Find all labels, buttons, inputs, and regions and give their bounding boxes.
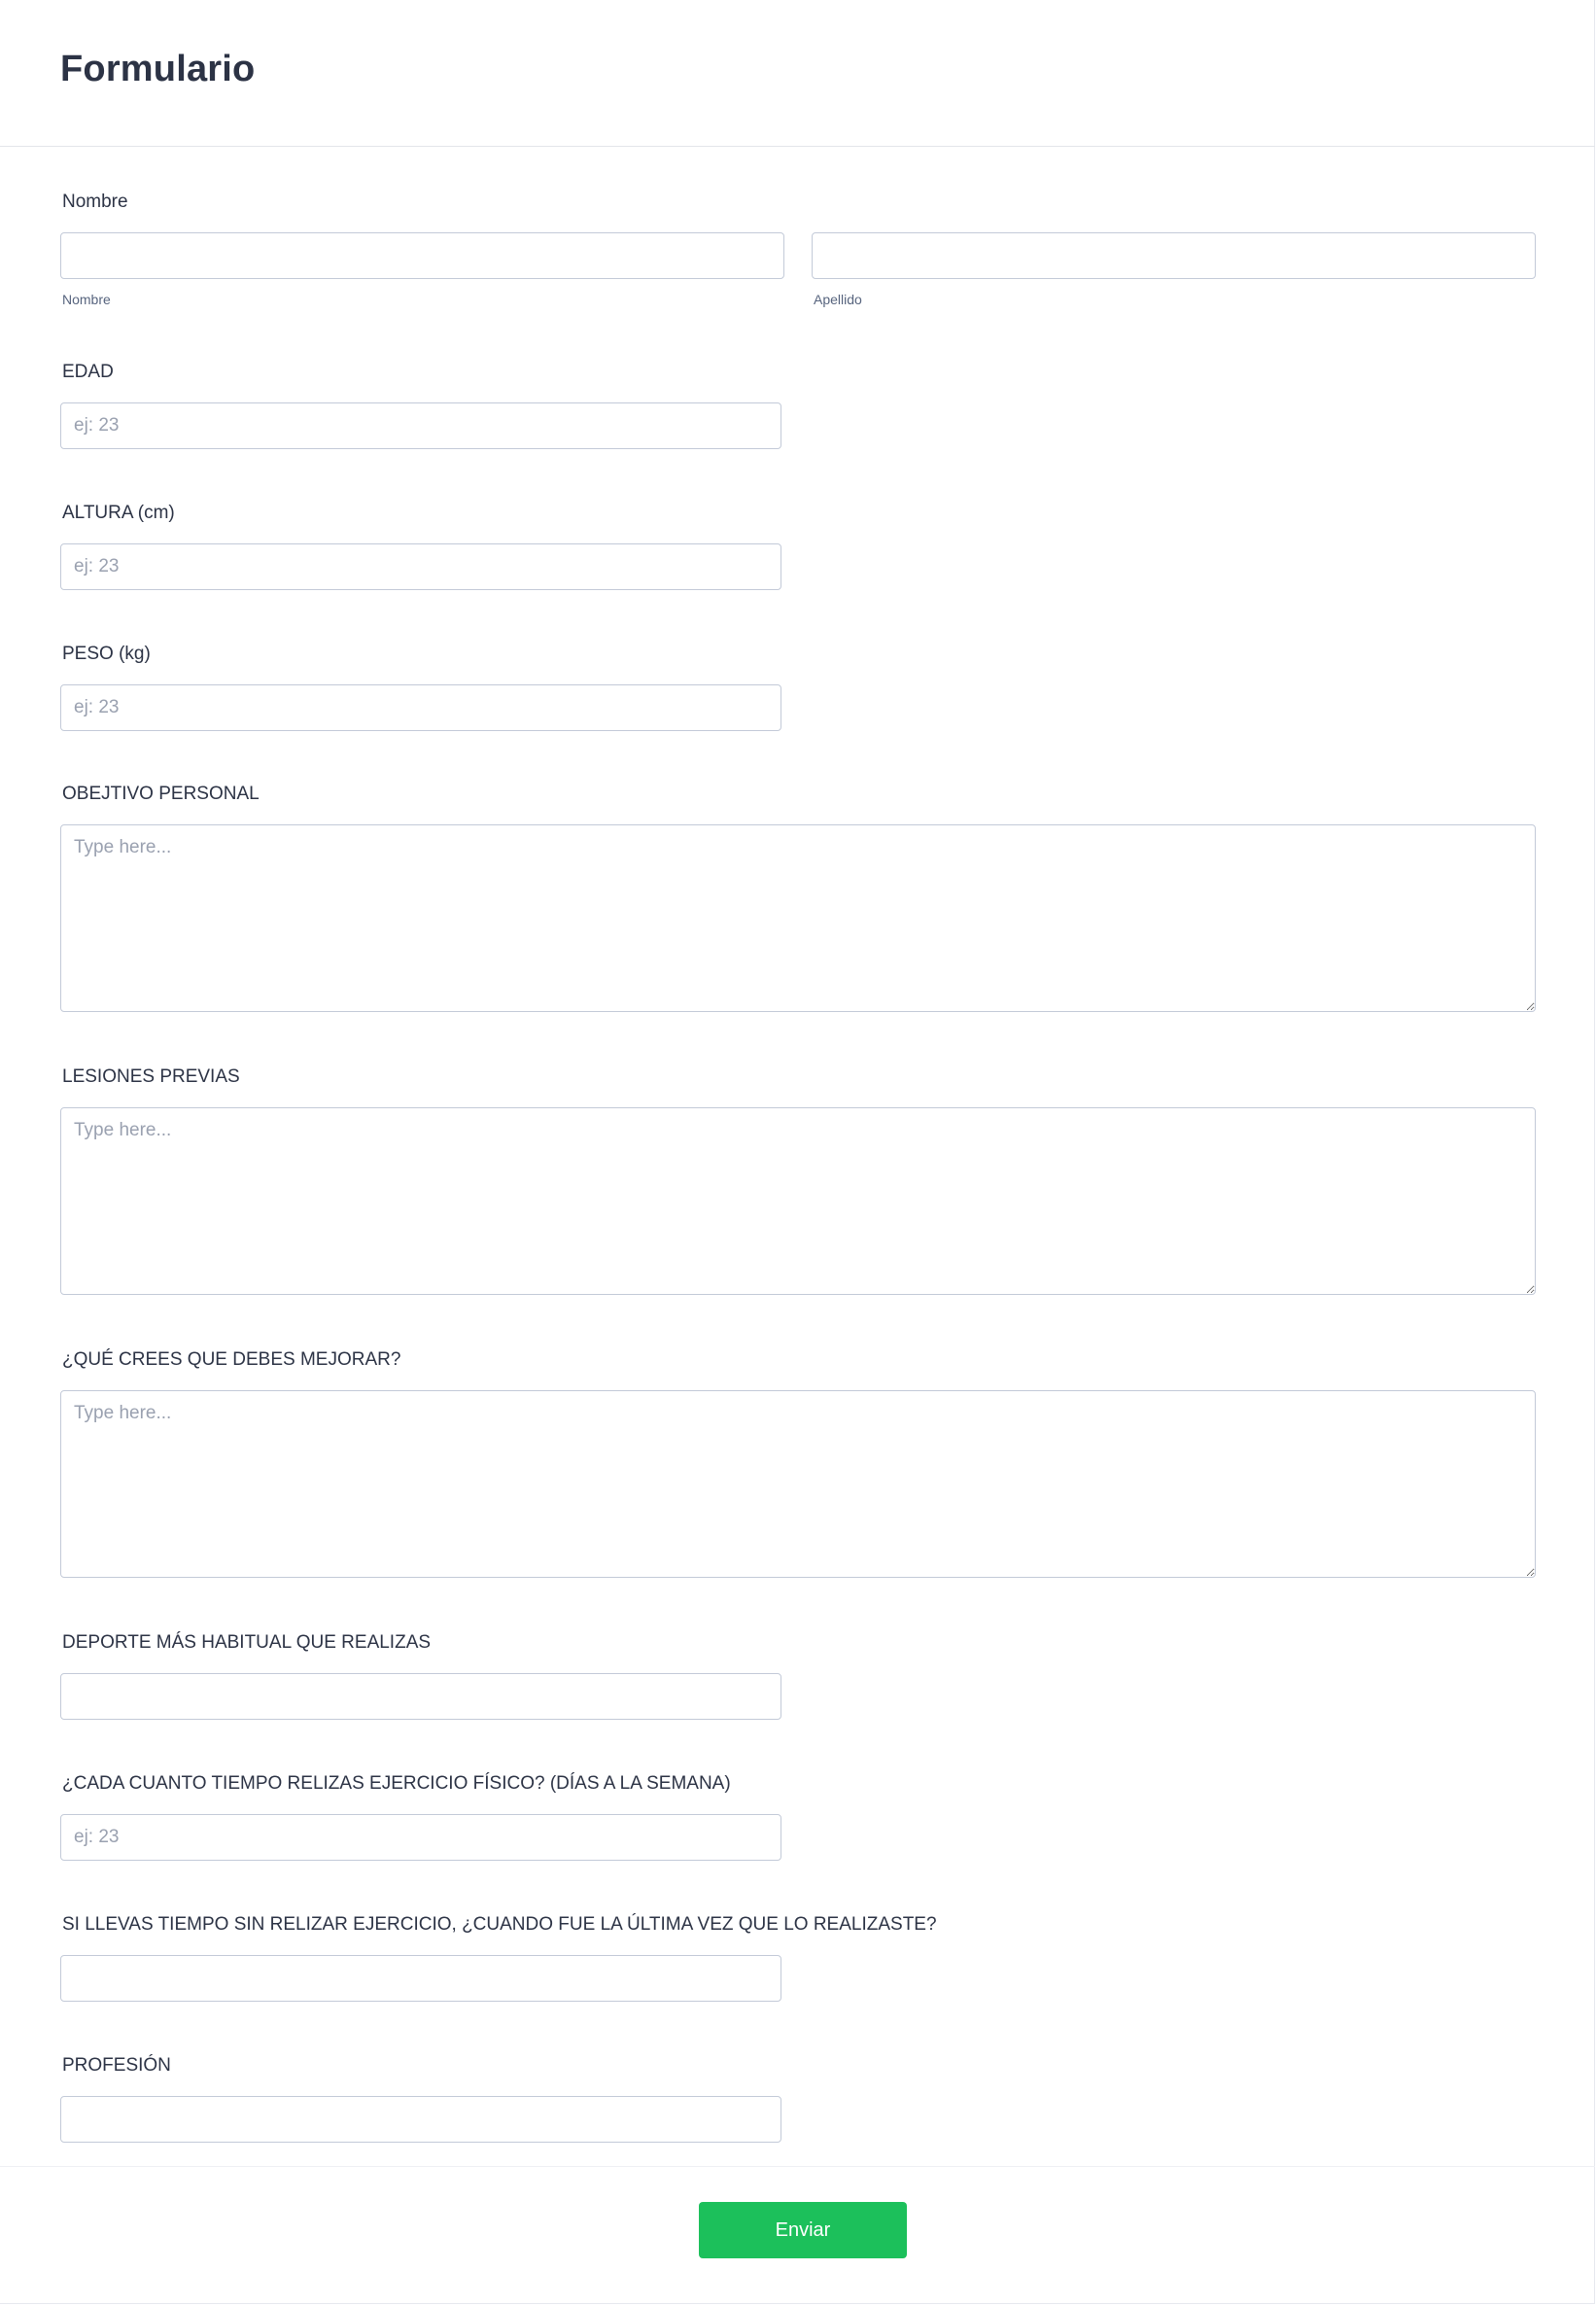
field-mejorar	[60, 1349, 1536, 1578]
field-altura	[60, 503, 781, 590]
field-lesiones	[60, 1066, 1536, 1295]
form-header	[0, 0, 1595, 147]
form-footer	[0, 2166, 1595, 2305]
first-name-column	[60, 232, 784, 307]
last-name-column	[812, 232, 1536, 307]
submit-button[interactable]: Enviar	[699, 2202, 907, 2258]
deporte-input[interactable]	[60, 1673, 781, 1720]
ultima-vez-label: SI LLEVAS TIEMPO SIN RELIZAR EJERCICIO, ¿CUANDO FUE LA ÚLTIMA VEZ QUE LO REALIZASTE?	[62, 1914, 937, 1935]
peso-label: PESO (kg)	[62, 644, 151, 664]
edad-input[interactable]	[60, 402, 781, 449]
edad-label: EDAD	[62, 362, 114, 382]
field-peso	[60, 644, 781, 731]
objetivo-textarea[interactable]	[60, 824, 1536, 1012]
mejorar-label: ¿QUÉ CREES QUE DEBES MEJORAR?	[62, 1349, 401, 1370]
first-name-input[interactable]	[60, 232, 784, 279]
field-deporte	[60, 1632, 781, 1720]
profesion-input[interactable]	[60, 2096, 781, 2143]
lesiones-textarea[interactable]	[60, 1107, 1536, 1295]
form-title: Formulario	[60, 49, 256, 89]
field-ultima-vez	[60, 1914, 937, 2002]
last-name-input[interactable]	[812, 232, 1536, 279]
objetivo-label: OBEJTIVO PERSONAL	[62, 784, 260, 804]
first-name-sublabel: Nombre	[62, 292, 111, 307]
field-profesion	[60, 2055, 781, 2143]
profesion-label: PROFESIÓN	[62, 2055, 171, 2076]
peso-input[interactable]	[60, 684, 781, 731]
nombre-label: Nombre	[62, 192, 128, 212]
frecuencia-input[interactable]	[60, 1814, 781, 1861]
altura-input[interactable]	[60, 543, 781, 590]
frecuencia-label: ¿CADA CUANTO TIEMPO RELIZAS EJERCICIO FÍSICO? (DÍAS A LA SEMANA)	[62, 1773, 731, 1794]
field-nombre	[60, 192, 1536, 307]
lesiones-label: LESIONES PREVIAS	[62, 1066, 240, 1087]
field-frecuencia	[60, 1773, 781, 1861]
altura-label: ALTURA (cm)	[62, 503, 175, 523]
ultima-vez-input[interactable]	[60, 1955, 781, 2002]
last-name-sublabel: Apellido	[814, 292, 862, 307]
deporte-label: DEPORTE MÁS HABITUAL QUE REALIZAS	[62, 1632, 432, 1653]
field-objetivo	[60, 784, 1536, 1012]
field-edad	[60, 362, 781, 449]
nombre-row	[60, 232, 1536, 307]
mejorar-textarea[interactable]	[60, 1390, 1536, 1578]
